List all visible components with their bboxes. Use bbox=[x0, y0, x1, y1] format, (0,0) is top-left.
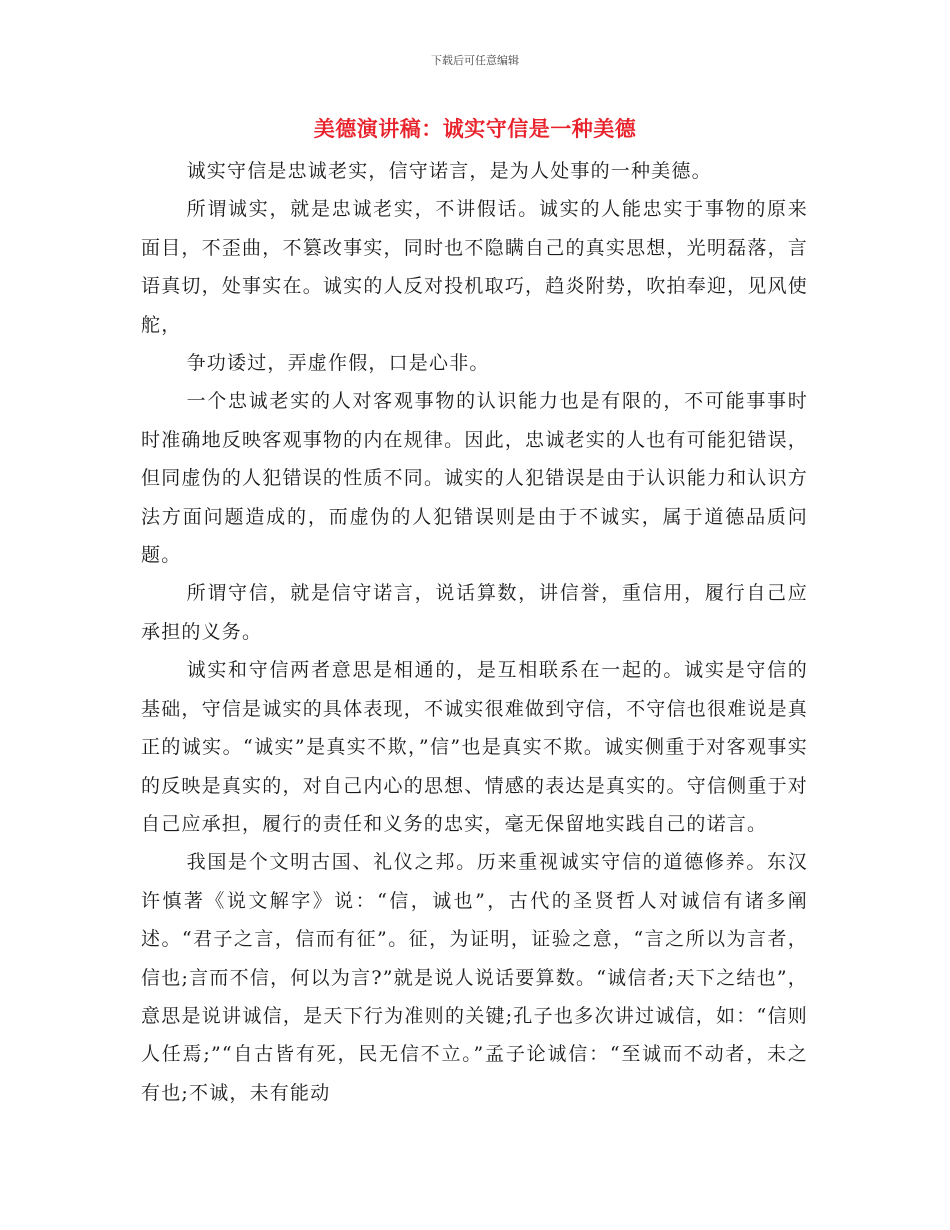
paragraph-5: 所谓守信，就是信守诺言，说话算数，讲信誉，重信用，履行自己应承担的义务。 bbox=[141, 582, 808, 643]
paragraph-4: 一个忠诚老实的人对客观事物的认识能力也是有限的，不可能事事时时准确地反映客观事物的内在规律。因此，忠诚老实的人也有可能犯错误，但同虚伪的人犯错误的性质不同。诚实的人犯错误是由于认识能力和认识方法方面问题造成的，而虚伪的人犯错误则是由于不诚实，属于道德品质问题。 bbox=[141, 390, 808, 567]
paragraph-2: 所谓诚实，就是忠诚老实，不讲假话。诚实的人能忠实于事物的原来面目，不歪曲，不篡改事实，同时也不隐瞒自己的真实思想，光明磊落，言语真切，处事实在。诚实的人反对投机取巧，趋炎附势，吹拍奉迎，见风使舵， bbox=[141, 198, 808, 336]
header-note: 下载后可任意编辑 bbox=[431, 54, 519, 67]
document-body bbox=[141, 152, 808, 1112]
paragraph-6: 诚实和守信两者意思是相通的，是互相联系在一起的。诚实是守信的基础，守信是诚实的具体表现，不诚实很难做到守信，不守信也很难说是真正的诚实。“诚实”是真实不欺，”信”也是真实不欺。诚实侧重于对客观事实的反映是真实的，对自己内心的思想、情感的表达是真实的。守信侧重于对自己应承担，履行的责任和义务的忠实，毫无保留地实践自己的诺言。 bbox=[141, 659, 808, 835]
paragraph-7: 我国是个文明古国、礼仪之邦。历来重视诚实守信的道德修养。东汉许慎著《说文解字》说：“信，诚也”，古代的圣贤哲人对诚信有诸多阐述。“君子之言，信而有征”。征，为证明，证验之意，“言之所以为言者，信也;言而不信，何以为言?”就是说人说话要算数。“诚信者;天下之结也”，意思是说讲诚信，是天下行为准则的关键;孔子也多次讲过诚信，如：“信则人任焉;”“自古皆有死，民无信不立。”孟子论诚信：“至诚而不动者，未之有也;不诚，未有能动 bbox=[141, 851, 808, 1104]
paragraph-3: 争功诿过，弄虚作假，口是心非。 bbox=[186, 352, 490, 375]
paragraph-1: 诚实守信是忠诚老实，信守诺言，是为人处事的一种美德。 bbox=[186, 160, 712, 182]
document-title: 美德演讲稿：诚实守信是一种美德 bbox=[313, 117, 637, 141]
